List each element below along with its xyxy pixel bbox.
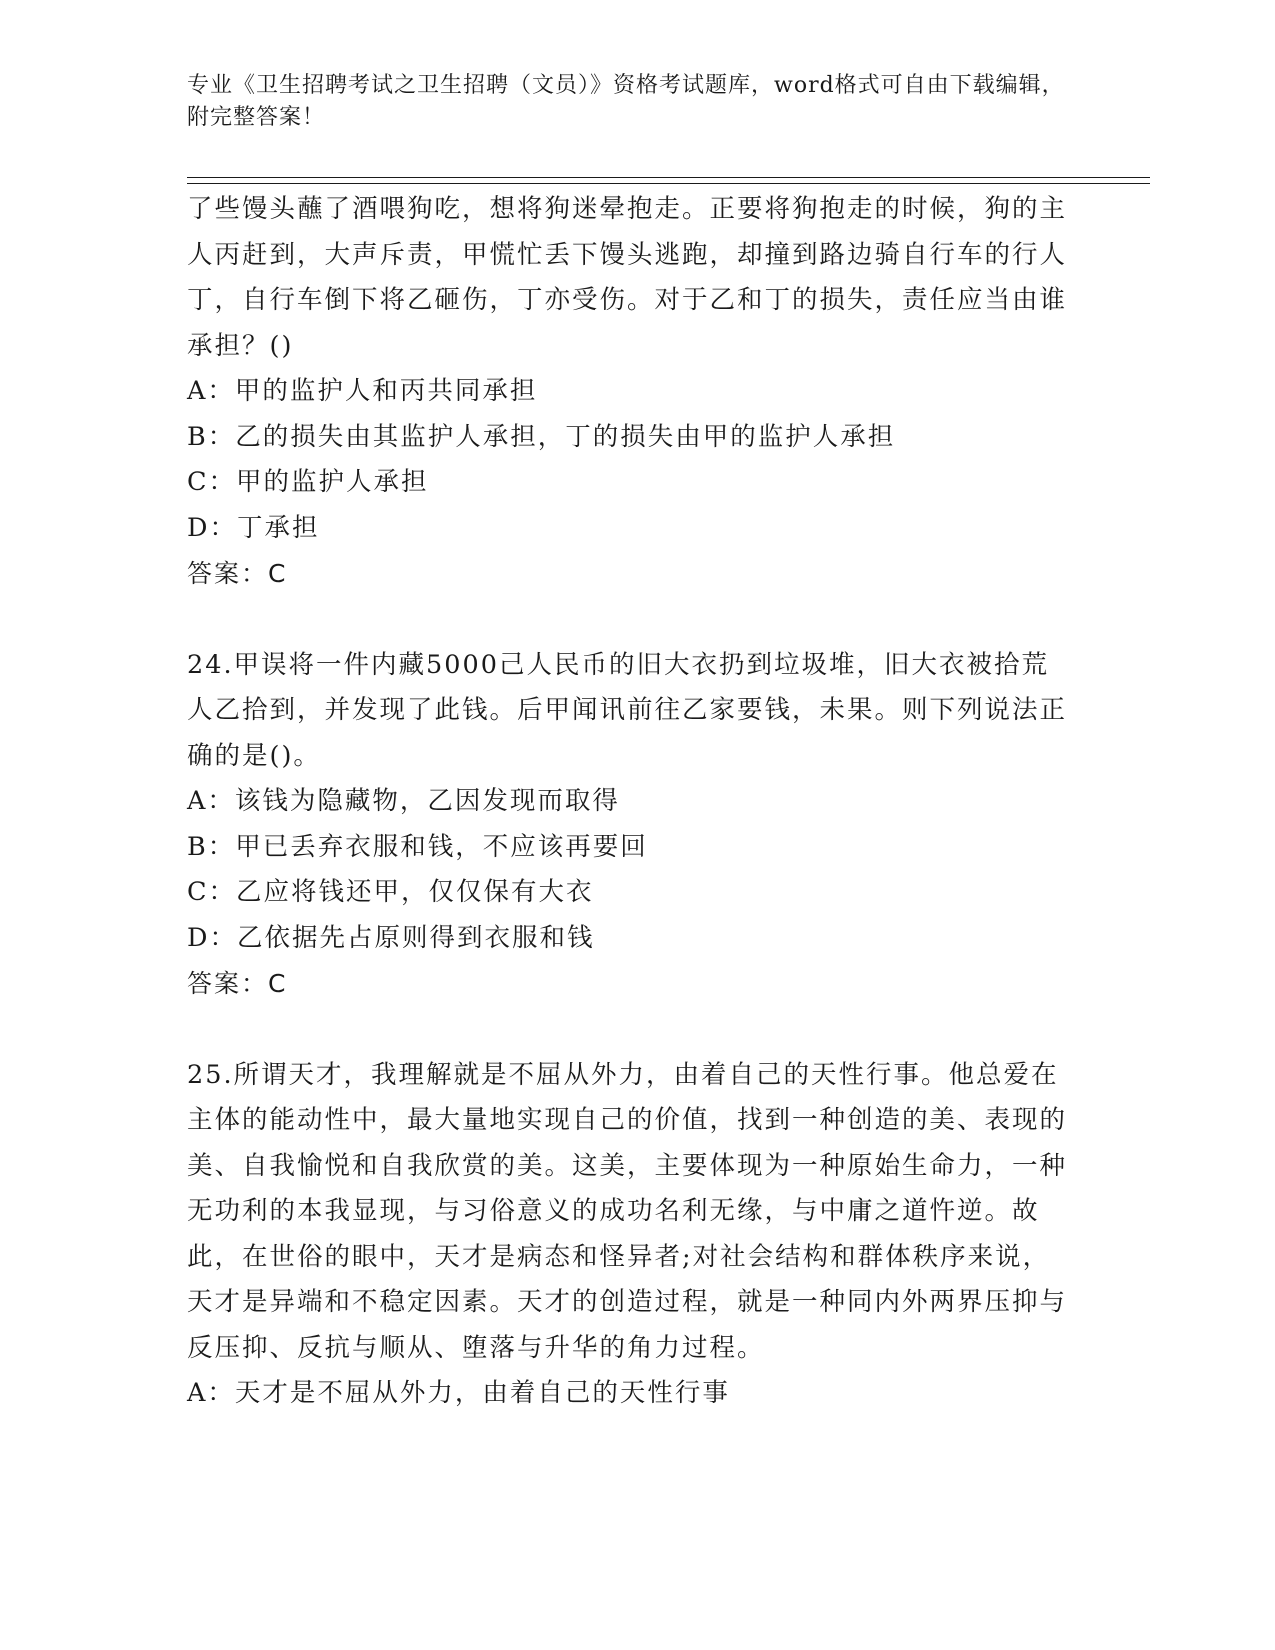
option-a: A：天才是不屈从外力，由着自己的天性行事 [187, 1378, 730, 1408]
option-a: A：甲的监护人和丙共同承担 [187, 376, 538, 406]
question-block [187, 187, 1067, 597]
option-c: C：甲的监护人承担 [187, 467, 429, 497]
option-b: B：甲已丢弃衣服和钱，不应该再要回 [187, 831, 648, 862]
option-b: B：乙的损失由其监护人承担，丁的损失由甲的监护人承担 [187, 421, 896, 452]
question-text: 了些馒头蘸了酒喂狗吃，想将狗迷晕抱走。正要将狗抱走的时候，狗的主人丙赶到，大声斥责，甲慌忙丢下馒头逃跑，却撞到路边骑自行车的行人丁，自行车倒下将乙砸伤，丁亦受伤。对于乙和丁的损失，责任应当由谁承担？() [187, 194, 1068, 361]
answer-text: 答案：C [187, 559, 288, 588]
option-d: D：乙依据先占原则得到衣服和钱 [187, 922, 595, 953]
header-rule-bottom [187, 183, 1150, 184]
document-header: 专业《卫生招聘考试之卫生招聘（文员）》资格考试题库，word格式可自由下载编辑，附完整答案！ [187, 73, 1065, 130]
question-block [187, 643, 1067, 1007]
option-d: D：丁承担 [187, 512, 320, 543]
option-a: A：该钱为隐藏物，乙因发现而取得 [187, 786, 620, 816]
answer-text: 答案：C [187, 969, 288, 998]
header-rule-top [187, 177, 1150, 178]
question-block [187, 1053, 1067, 1417]
option-c: C：乙应将钱还甲，仅仅保有大衣 [187, 877, 594, 907]
question-content [187, 187, 1067, 1417]
spacer [187, 597, 1067, 643]
spacer [187, 1007, 1067, 1053]
question-text: 25.所谓天才，我理解就是不屈从外力，由着自己的天性行事。他总爱在主体的能动性中，最大量地实现自己的价值，找到一种创造的美、表现的美、自我愉悦和自我欣赏的美。这美，主要体现为一种原始生命力，一种无功利的本我显现，与习俗意义的成功名利无缘，与中庸之道忤逆。故此，在世俗的眼中，天才是病态和怪异者;对社会结构和群体秩序来说，天才是异端和不稳定因素。天才的创造过程，就是一种同内外两界压抑与反压抑、反抗与顺从、堕落与升华的角力过程。 [187, 1059, 1068, 1363]
question-text: 24.甲误将一件内藏5000己人民币的旧大衣扔到垃圾堆，旧大衣被拾荒人乙拾到，并发现了此钱。后甲闻讯前往乙家要钱，未果。则下列说法正确的是()。 [187, 649, 1068, 771]
